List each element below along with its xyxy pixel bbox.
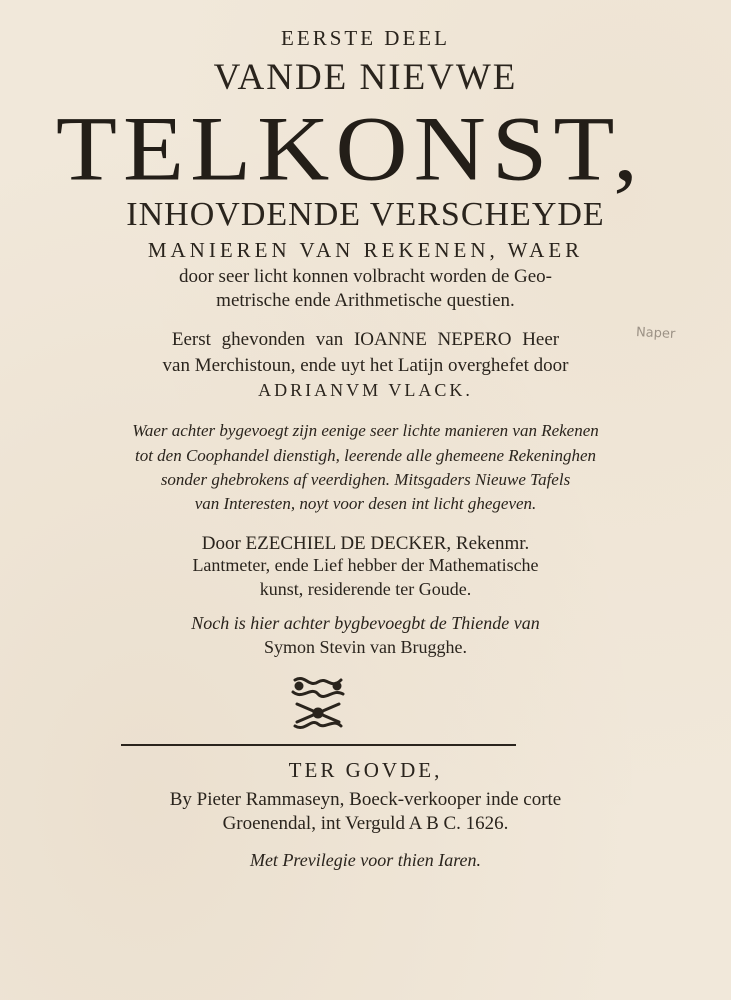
part-heading: EERSTE DEEL <box>281 26 450 50</box>
supplement-line-2: tot den Coophandel dienstigh, leerende alle ghemeene Rekeninghen <box>134 446 597 465</box>
appendix-line-2: Symon Stevin van Brugghe. <box>264 637 467 657</box>
supplement-line-3: sonder ghebrokens af veerdighen. Mitsgaders Nieuwe Tafels <box>160 470 571 489</box>
imprint-line-1: By Pieter Rammaseyn, Boeck-verkooper inde corte <box>169 789 562 810</box>
separator-rule <box>121 744 516 746</box>
title-line-4: MANIEREN VAN REKENEN, WAER <box>147 238 584 262</box>
editor-line-2: Lantmeter, ende Lief hebber der Mathematische <box>192 555 539 575</box>
supplement-line-4: van Interesten, noyt voor desen int licht ghegeven. <box>194 494 537 513</box>
appendix-line-1: Noch is hier achter bygbevoegbt de Thiende van <box>191 613 540 633</box>
description-line-1: door seer licht konnen volbracht worden de Geo- <box>178 266 552 287</box>
editor-line-1: Door EZECHIEL DE DECKER, Rekenmr. <box>201 533 530 554</box>
main-title: TELKONST, <box>55 97 645 200</box>
description-line-2: metrische ende Arithmetische questien. <box>216 290 515 311</box>
margin-pencil-note: Naper <box>635 324 676 343</box>
editor-line-3: kunst, residerende ter Goude. <box>259 579 472 599</box>
privilege-line: Met Previlegie voor thien Iaren. <box>249 850 482 870</box>
title-line-1: VANDE NIEVWE <box>213 57 518 98</box>
supplement-line-1: Waer achter bygevoegt zijn eenige seer lichte manieren van Rekenen <box>132 421 599 440</box>
author-line-2: van Merchistoun, ende uyt het Latijn overghefet door <box>162 355 569 376</box>
author-line-1: Eerst ghevonden van IOANNE NEPERO Heer <box>171 329 560 350</box>
printer-ornament-icon <box>287 672 349 732</box>
translator-name: ADRIANVM VLACK. <box>258 380 473 400</box>
title-line-3: INHOVDENDE VERSCHEYDE <box>126 196 605 233</box>
imprint-line-2: Groenendal, int Verguld A B C. 1626. <box>222 813 509 834</box>
imprint-place: TER GOVDE, <box>288 758 443 782</box>
